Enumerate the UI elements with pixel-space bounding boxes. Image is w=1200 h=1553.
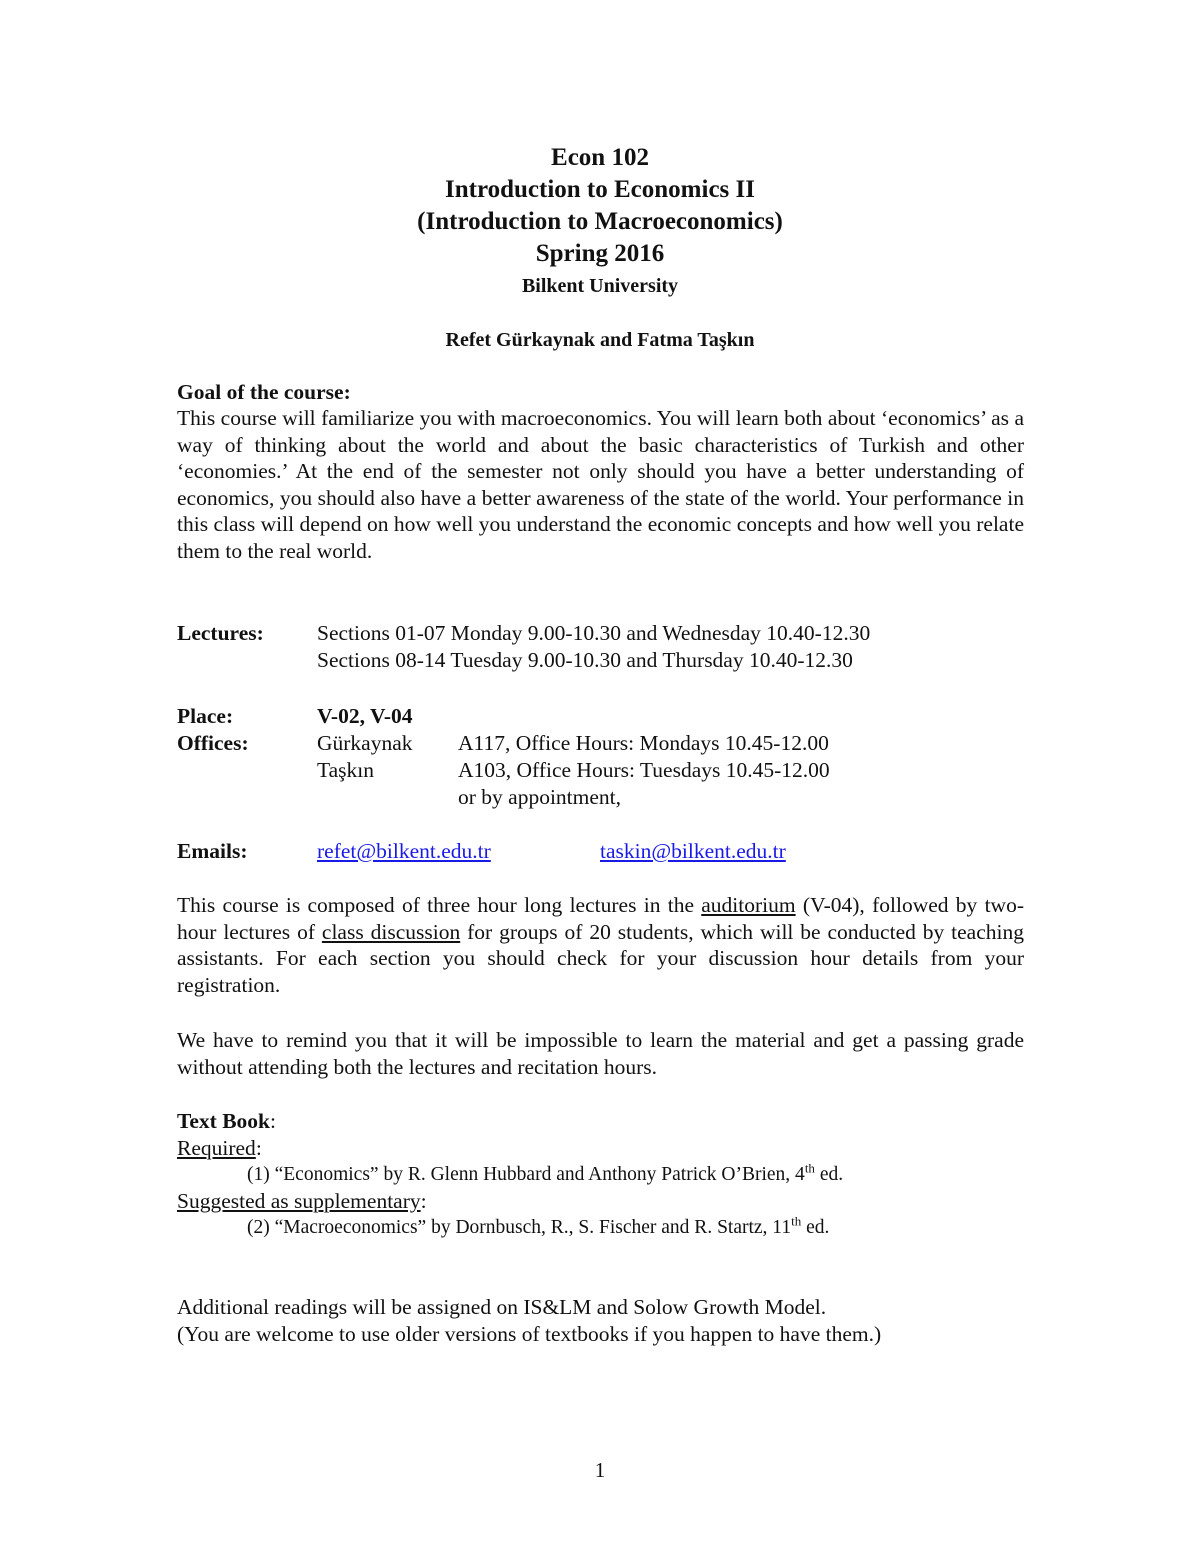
book-2-sup: th (791, 1213, 802, 1229)
course-term: Spring 2016 (535, 240, 665, 267)
suggested-label-text: Suggested as supplementary (177, 1189, 421, 1213)
page-number: 1 (594, 1458, 606, 1482)
class-discussion-term: class discussion (321, 919, 461, 944)
office-note: or by appointment, (458, 785, 622, 809)
course-code: Econ 102 (551, 144, 649, 171)
lectures-label: Lectures: (177, 621, 264, 645)
book-2-text: (2) “Macroeconomics” by Dornbusch, R., S. Fischer and R. Startz, 11 (247, 1217, 792, 1238)
goal-heading: Goal of the course: (177, 380, 351, 404)
email-link-taskin[interactable]: taskin@bilkent.edu.tr (600, 839, 786, 863)
email-link-gurkaynak[interactable]: refet@bilkent.edu.tr (317, 839, 491, 863)
auditorium-term: auditorium (701, 893, 796, 917)
course-title: Introduction to Economics II (445, 176, 755, 203)
office-detail-2: A103, Office Hours: Tuesdays 10.45-12.00 (458, 758, 830, 782)
course-subtitle: (Introduction to Macroeconomics) (417, 208, 783, 235)
textbook-suggested-entry (177, 1215, 1094, 1242)
older-versions-note: (You are welcome to use older versions of textbooks if you happen to have them.) (177, 1322, 882, 1346)
book-1-sup: th (804, 1160, 815, 1176)
composition-text-1: This course is composed of three hour long lectures in the (177, 893, 702, 917)
lectures-line-2: Sections 08-14 Tuesday 9.00-10.30 and Thursday 10.40-12.30 (317, 648, 853, 672)
required-label-colon: : (255, 1136, 262, 1160)
composition-paragraph (177, 892, 1024, 998)
composition-text-2: (V-04), followed by two-hour lectures of (177, 893, 1024, 944)
place-value: V-02, V-04 (317, 704, 413, 728)
suggested-label (177, 1188, 1024, 1215)
office-detail-1: A117, Office Hours: Mondays 10.45-12.00 (458, 731, 829, 755)
university-name: Bilkent University (521, 275, 679, 297)
book-1-end: ed. (814, 1164, 844, 1185)
emails-label: Emails: (177, 839, 248, 863)
office-name-1: Gürkaynak (317, 731, 413, 755)
book-1-text: (1) “Economics” by R. Glenn Hubbard and Anthony Patrick O’Brien, 4 (247, 1164, 805, 1185)
textbook-heading-text: Text Book (177, 1109, 270, 1133)
offices-label: Offices: (177, 731, 249, 755)
textbook-heading (177, 1108, 1024, 1135)
office-name-2: Taşkın (317, 758, 375, 782)
composition-text-3: for groups of 20 students, which will be conducted by teaching assistants. For each section you should check for your discussion hour details from your registration. (177, 919, 1024, 997)
required-label-text: Required (177, 1136, 256, 1160)
suggested-label-colon: : (420, 1189, 427, 1213)
textbook-required-entry (177, 1162, 1094, 1189)
place-label: Place: (177, 704, 234, 728)
required-label (177, 1135, 1024, 1162)
lectures-line-1: Sections 01-07 Monday 9.00-10.30 and Wednesday 10.40-12.30 (317, 621, 871, 645)
reminder-paragraph: We have to remind you that it will be impossible to learn the material and get a passing grade without attending both the lectures and recitation hours. (177, 1028, 1024, 1079)
instructor-names: Refet Gürkaynak and Fatma Taşkın (445, 329, 755, 351)
book-2-end: ed. (801, 1217, 830, 1238)
textbook-heading-colon: : (270, 1109, 276, 1133)
additional-readings: Additional readings will be assigned on IS&LM and Solow Growth Model. (177, 1295, 827, 1319)
title-block (0, 142, 1200, 352)
goal-paragraph: This course will familiarize you with macroeconomics. You will learn both about ‘economics’ as a way of thinking about the world and about the basic characteristics of Turkish and other ‘economies.’ At the end of the semester not only should you have a better understanding of economics, you should also have a better awareness of the state of the world. Your performance in this class will depend on how well you understand the economic concepts and how well you relate them to the real world. (177, 406, 1024, 563)
